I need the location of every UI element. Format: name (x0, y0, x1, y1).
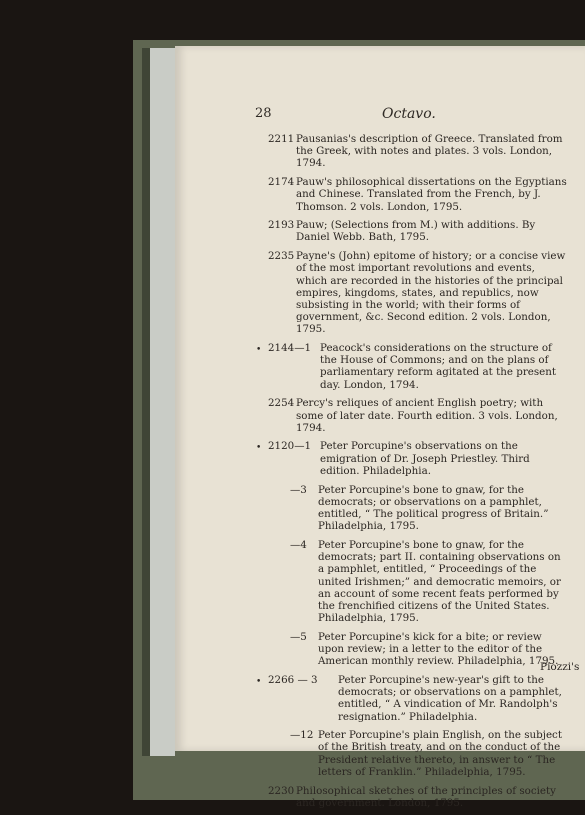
entry-number: 2144—1 (268, 342, 312, 355)
entry-text: Philosophical sketches of the principles of society and government. London, 1795. (296, 784, 556, 809)
entry-text: Peter Porcupine's bone to gnaw, for the democrats; or observations on a pamphlet, entitled, “ The political progress of Britain.” Philadelphia, 1795. (318, 483, 549, 533)
catalogue-entry (268, 729, 568, 778)
catalogue-entry (268, 631, 568, 668)
catalogue-entries (256, 133, 568, 815)
entry-number: 2254 (268, 397, 295, 410)
entry-text: Pausanias's description of Greece. Translated from the Greek, with notes and plates. 3 vols. London, 1794. (296, 133, 563, 170)
page-title: Octavo. (382, 106, 436, 122)
entry-text: Peter Porcupine's observations on the emigration of Dr. Joseph Priestley. Third edition. Philadelphia. (320, 440, 530, 477)
catchword: Piozzi's (540, 661, 580, 673)
entry-number: —4 (290, 538, 307, 551)
entry-text: Payne's (John) epitome of history; or a concise view of the most important revolutions and events, which are recorded in the histories of the principal empires, kingdoms, states, and republics, now subsisting in the world; with their forms of government, &c. Second edition. 2 vols. London, 1795. (296, 250, 566, 336)
entry-text: Peter Porcupine's new-year's gift to the democrats; or observations on a pamphlet, entitled, “ A vindication of Mr. Randolph's resignation.” Philadelphia. (338, 673, 562, 723)
catalogue-entry (268, 484, 568, 533)
catalogue-entry (268, 133, 568, 170)
margin-mark: • (256, 443, 262, 454)
entry-text: Peter Porcupine's kick for a bite; or review upon review; in a letter to the editor of the American monthly review. Philadelphia, 1795. (318, 630, 559, 668)
entry-text: Peter Porcupine's bone to gnaw, for the democrats; part II. containing observations on a pamphlet, entitled, “ Proceedings of the united Irishmen;” and democratic memoirs, or an account of some recent feats performed by the frenchified citizens of the United States. Philadelphia, 1795. (318, 538, 561, 625)
entry-text: Peter Porcupine's plain English, on the subject of the British treaty, and on the conduct of the President relative thereto, in answer to “ The letters of Franklin.” Philadelphia, 1795. (318, 729, 562, 778)
catalogue-entry (268, 176, 568, 213)
catalogue-entry (268, 250, 568, 335)
catalogue-entry (268, 539, 568, 624)
catalogue-entry (256, 342, 568, 391)
entry-number: 2174 (268, 176, 295, 189)
entry-number: 2211 (268, 133, 295, 145)
margin-mark: • (256, 676, 262, 687)
entry-text: Peacock's considerations on the structure of the House of Commons; and on the plans of parliamentary reform agitated at the present day. London, 1794. (320, 342, 556, 391)
catalogue-entry (256, 673, 568, 723)
endpaper (150, 48, 175, 756)
entry-number: —3 (290, 483, 307, 496)
catalogue-entry (268, 397, 568, 434)
entry-number: —5 (290, 630, 307, 643)
page-number: 28 (255, 106, 272, 121)
catalogue-entry (268, 785, 568, 809)
entry-number: 2193 (268, 219, 295, 232)
entry-text: Pauw; (Selections from M.) with additions. By Daniel Webb. Bath, 1795. (296, 219, 536, 244)
catalogue-entry (268, 219, 568, 243)
entry-number: —12 (290, 729, 314, 742)
entry-number: 2266 — 3 (268, 673, 318, 686)
catalogue-entry (256, 440, 568, 477)
entry-text: Pauw's philosophical dissertations on the Egyptians and Chinese. Translated from the French, by J. Thomson. 2 vols. London, 1795. (296, 176, 567, 213)
entry-number: 2235 (268, 250, 295, 263)
entry-text: Percy's reliques of ancient English poetry; with some of later date. Fourth edition. 3 vols. London, 1794. (296, 397, 558, 434)
margin-mark: • (256, 345, 262, 356)
entry-number: 2120—1 (268, 440, 312, 453)
entry-number: 2230 (268, 784, 295, 797)
